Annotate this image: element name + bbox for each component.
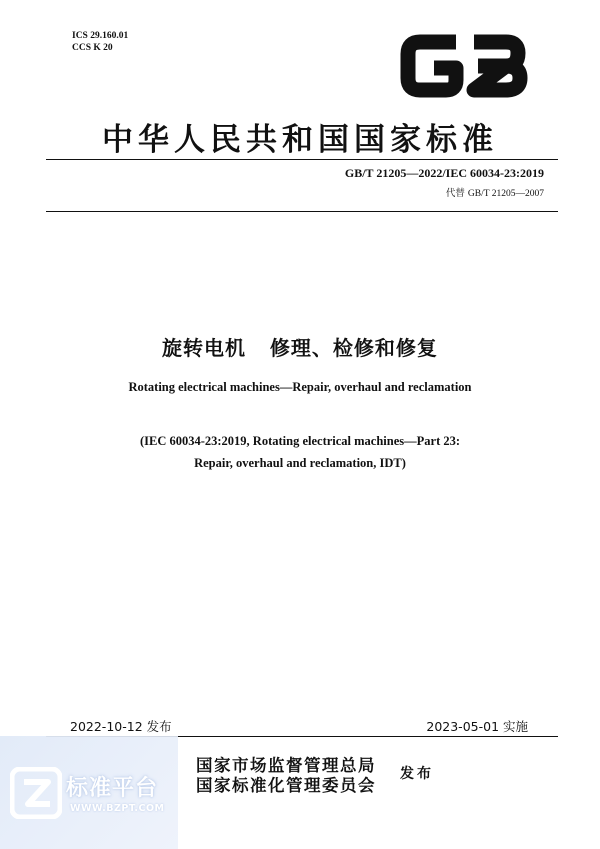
issuer-line-1: 国家市场监督管理总局 xyxy=(196,756,376,775)
watermark-name: 标准平台 xyxy=(66,776,159,801)
bz-logo-icon xyxy=(10,767,62,819)
equivalence-line-2: Repair, overhaul and reclamation, IDT) xyxy=(194,456,406,470)
replaces-line xyxy=(446,185,544,199)
standard-number: GB/T 21205—2022/IEC 60034-23:2019 xyxy=(344,166,544,180)
watermark-url: WWW.BZPT.COM xyxy=(70,803,165,814)
ccs-code: CCS K 20 xyxy=(72,43,113,53)
header-rule xyxy=(46,159,558,160)
standard-title: 中华人民共和国国家标准 xyxy=(102,122,498,158)
equivalence-line-1: (IEC 60034-23:2019, Rotating electrical machines—Part 23: xyxy=(139,434,461,448)
classification-codes xyxy=(72,30,128,54)
replaces-label: 代替 xyxy=(445,188,465,199)
replaces-number: GB/T 21205—2007 xyxy=(467,189,544,199)
document-title-en: Rotating electrical machines—Repair, overhaul and reclamation xyxy=(128,380,472,394)
publish-label: 发布 xyxy=(400,766,434,782)
gb-logo-icon xyxy=(398,26,530,106)
number-rule xyxy=(46,211,558,212)
document-title-cn: 旋转电机 修理、检修和修复 xyxy=(162,336,438,360)
issue-date: 2022-10-12 发布 xyxy=(70,719,172,734)
ics-code: ICS 29.160.01 xyxy=(72,31,129,41)
issuer-line-2: 国家标准化管理委员会 xyxy=(196,776,376,795)
implementation-date: 2023-05-01 实施 xyxy=(426,719,528,734)
